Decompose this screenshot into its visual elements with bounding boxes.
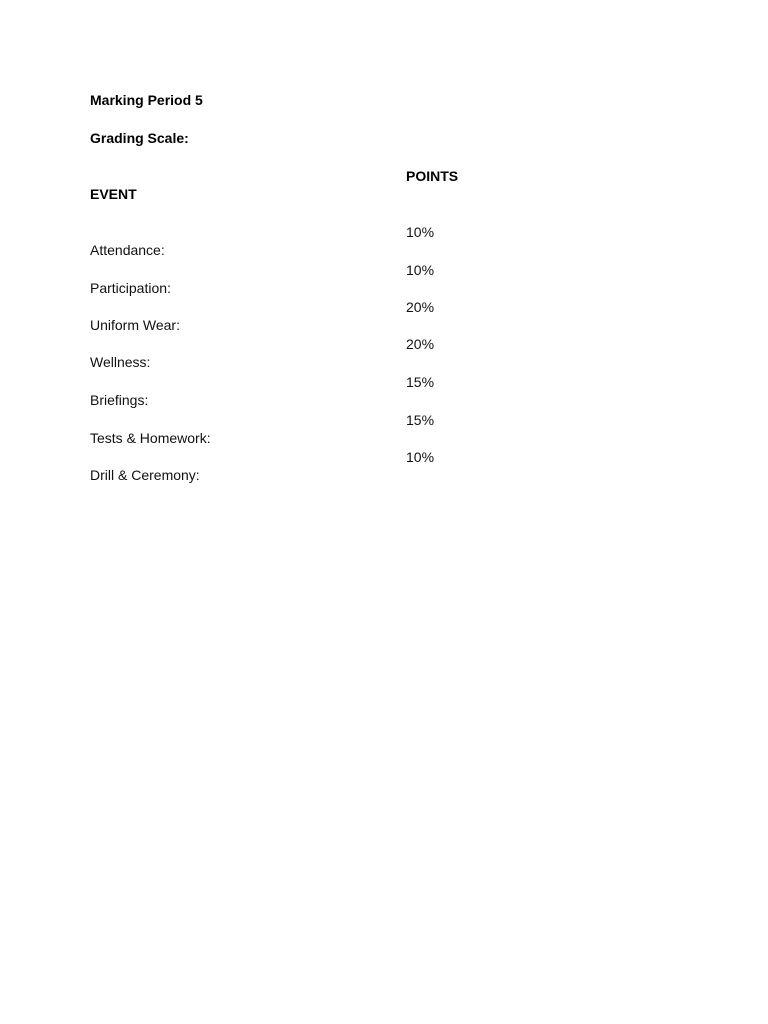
row-event-uniform-wear: Uniform Wear: bbox=[90, 317, 180, 333]
row-event-wellness: Wellness: bbox=[90, 354, 151, 370]
row-event-briefings: Briefings: bbox=[90, 392, 149, 408]
document-title: Marking Period 5 bbox=[90, 92, 203, 108]
row-event-attendance: Attendance: bbox=[90, 242, 165, 258]
row-points-uniform-wear: 20% bbox=[406, 299, 435, 315]
grading-scale-heading: Grading Scale: bbox=[90, 130, 189, 146]
row-points-wellness: 20% bbox=[406, 336, 435, 352]
row-points-attendance: 10% bbox=[406, 224, 435, 240]
row-points-briefings: 15% bbox=[406, 374, 435, 390]
row-points-tests-homework: 15% bbox=[406, 412, 435, 428]
row-points-drill-ceremony: 10% bbox=[406, 449, 435, 465]
event-column-header: EVENT bbox=[90, 186, 137, 202]
row-event-drill-ceremony: Drill & Ceremony: bbox=[90, 467, 200, 483]
row-event-tests-homework: Tests & Homework: bbox=[90, 430, 211, 446]
row-points-participation: 10% bbox=[406, 262, 435, 278]
points-column-header: POINTS bbox=[406, 168, 459, 184]
row-event-participation: Participation: bbox=[90, 280, 171, 296]
